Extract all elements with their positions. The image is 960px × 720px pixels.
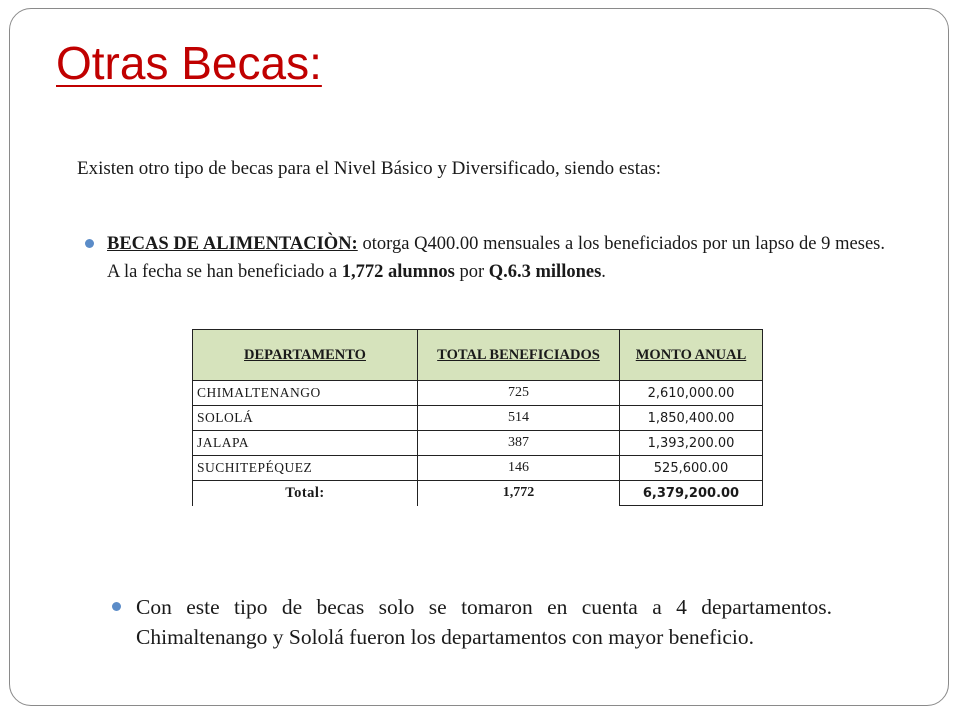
cell-departamento: SOLOLÁ: [193, 406, 418, 431]
cell-beneficiados: 725: [418, 381, 620, 406]
bullet-body-b: por: [454, 262, 489, 282]
cell-monto: 1,850,400.00: [620, 406, 763, 431]
cell-departamento: CHIMALTENANGO: [193, 381, 418, 406]
bullet-alimentacion: [85, 230, 885, 286]
cell-beneficiados: 387: [418, 431, 620, 456]
table-row: [193, 381, 763, 406]
table-row: [193, 406, 763, 431]
amount-highlight: Q.6.3 millones: [488, 262, 602, 282]
bullet-body-c: .: [601, 262, 606, 282]
cell-departamento: SUCHITEPÉQUEZ: [193, 456, 418, 481]
header-departamento: DEPARTAMENTO: [193, 330, 418, 381]
header-monto-anual: MONTO ANUAL: [620, 330, 763, 381]
cell-monto: 525,600.00: [620, 456, 763, 481]
total-beneficiados: 1,772: [418, 481, 620, 506]
cell-beneficiados: 146: [418, 456, 620, 481]
table-row: [193, 456, 763, 481]
cell-monto: 2,610,000.00: [620, 381, 763, 406]
total-label: Total:: [193, 481, 418, 506]
becas-table: [192, 329, 763, 506]
bullet-heading: BECAS DE ALIMENTACIÒN:: [107, 234, 358, 254]
cell-beneficiados: 514: [418, 406, 620, 431]
table-row: [193, 431, 763, 456]
cell-monto: 1,393,200.00: [620, 431, 763, 456]
bullet-conclusion: [112, 592, 832, 652]
bullet-dot-icon: [112, 602, 121, 611]
intro-text: Existen otro tipo de becas para el Nivel Básico y Diversificado, siendo estas:: [77, 158, 662, 179]
bullet-alimentacion-text: [107, 230, 885, 286]
students-highlight: 1,772 alumnos: [341, 262, 455, 282]
table-total-row: [193, 481, 763, 506]
cell-departamento: JALAPA: [193, 431, 418, 456]
bullet-conclusion-text: Con este tipo de becas solo se tomaron en cuenta a 4 departamentos. Chimaltenango y Sololá fueron los departamentos con mayor beneficio.: [136, 595, 832, 649]
slide-title: Otras Becas:: [56, 37, 322, 89]
header-total-beneficiados: TOTAL BENEFICIADOS: [418, 330, 620, 381]
bullet-dot-icon: [85, 239, 94, 248]
bullet-body-a: otorga Q400.00 mensuales a los beneficiados por un lapso de 9 meses. A la fecha se han beneficiado a: [107, 234, 885, 282]
table-header-row: [193, 330, 763, 381]
total-monto: 6,379,200.00: [620, 481, 763, 506]
